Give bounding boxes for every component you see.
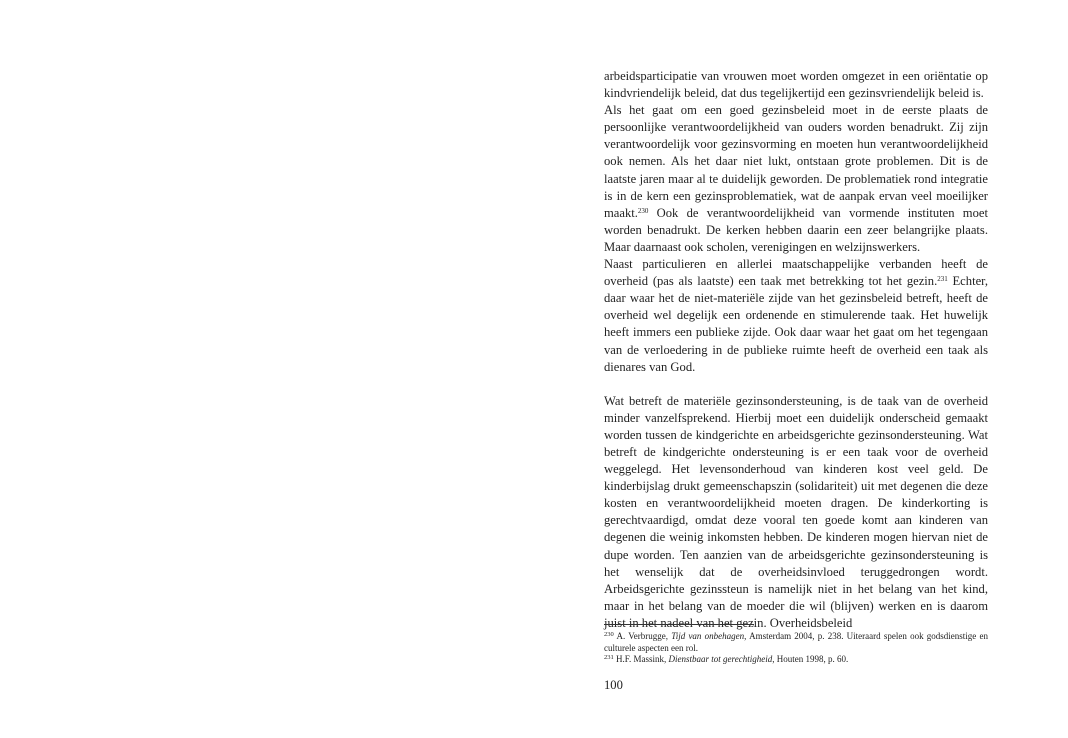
paragraph-text: Echter, daar waar het de niet-materiële zijde van het gezinsbeleid betreft, heeft de overheid wel degelijk een ordenende en stimulerende taak. Het huwelijk heeft immers een publieke zijde. Ook daar waar het gaat om het tegengaan van de verloedering in de publieke ruimte heeft de overheid een taak als dienares van God. <box>604 274 988 374</box>
footnote-reference[interactable]: 231 <box>937 275 948 284</box>
footnotes <box>604 631 988 666</box>
footnote <box>604 631 988 654</box>
footnote-number: 230 <box>604 631 614 638</box>
paragraph-text: arbeidsparticipatie van vrouwen moet worden omgezet in een oriëntatie op kindvriendelijk beleid, dat dus tegelijkertijd een gezinsvriendelijk beleid is. <box>604 69 988 101</box>
footnote-divider <box>604 624 754 625</box>
paragraph-text: Ook de verantwoordelijkheid van vormende instituten moet worden benadrukt. De kerken hebben daarin een zeer belangrijke plaats. Maar daarnaast ook scholen, verenigingen en welzijnswerkers. <box>604 205 988 254</box>
footnote-title: Tijd van onbehagen <box>671 631 745 641</box>
footnote <box>604 654 988 666</box>
footnote-number: 231 <box>604 654 614 661</box>
footnote-author: H.F. Massink, <box>616 654 669 664</box>
paragraph <box>604 102 988 256</box>
paragraph <box>604 393 988 632</box>
footnote-title: Dienstbaar tot gerechtigheid <box>668 654 773 664</box>
paragraph-text: Wat betreft de materiële gezinsondersteuning, is de taak van de overheid minder vanzelfsprekend. Hierbij moet een duidelijk onderscheid gemaakt worden tussen de kindgerichte en arbeidsgerichte gezinsondersteuning. Wat betreft de kindgerichte ondersteuning is er een taak voor de overheid weggelegd. Het levensonderhoud van kinderen kost veel geld. De kinderbijslag drukt gemeenschapszin (solidariteit) uit met degenen die deze kosten en verantwoordelijkheid moeten dragen. De kinderkorting is gerechtvaardigd, omdat deze vooral ten goede komt aan kinderen van degenen die weinig inkomsten hebben. De kinderen mogen hiervan niet de dupe worden. Ten aanzien van de arbeidsgerichte gezinsondersteuning is het wenselijk dat de overheidsinvloed teruggedrongen wordt. Arbeidsgerichte gezinssteun is namelijk niet in het belang van het kind, maar in het belang van de moeder die wil (blijven) werken en is daarom juist in het nadeel van het gezin. Overheidsbeleid <box>604 393 988 630</box>
paragraph-text: Als het gaat om een goed gezinsbeleid moet in de eerste plaats de persoonlijke verantwoordelijkheid van ouders worden benadrukt. Zij zijn verantwoordelijk voor gezinsvorming en moeten hun verantwoordelijkheid ook nemen. Als het daar niet lukt, ontstaan grote problemen. Dit is de laatste jaren maar al te duidelijk geworden. De problematiek rond integratie is in de kern een gezinsproblematiek, wat de aanpak ervan veel moeilijker maakt. <box>604 103 988 220</box>
right-page <box>604 68 988 632</box>
paragraph <box>604 68 988 102</box>
footnote-details: , Amsterdam 2004, p. 238. Uiteraard spelen ook godsdienstige en culturele aspecten een rol. <box>604 631 988 653</box>
body-text <box>604 68 988 632</box>
footnote-details: , Houten 1998, p. 60. <box>772 654 849 664</box>
paragraph-text: Naast particulieren en allerlei maatschappelijke verbanden heeft de overheid (pas als laatste) een taak met betrekking tot het gezin. <box>604 257 988 289</box>
footnote-author: A. Verbrugge, <box>616 631 672 641</box>
footnote-reference[interactable]: 230 <box>637 206 649 215</box>
page-number: 100 <box>604 678 623 692</box>
paragraph <box>604 256 988 376</box>
